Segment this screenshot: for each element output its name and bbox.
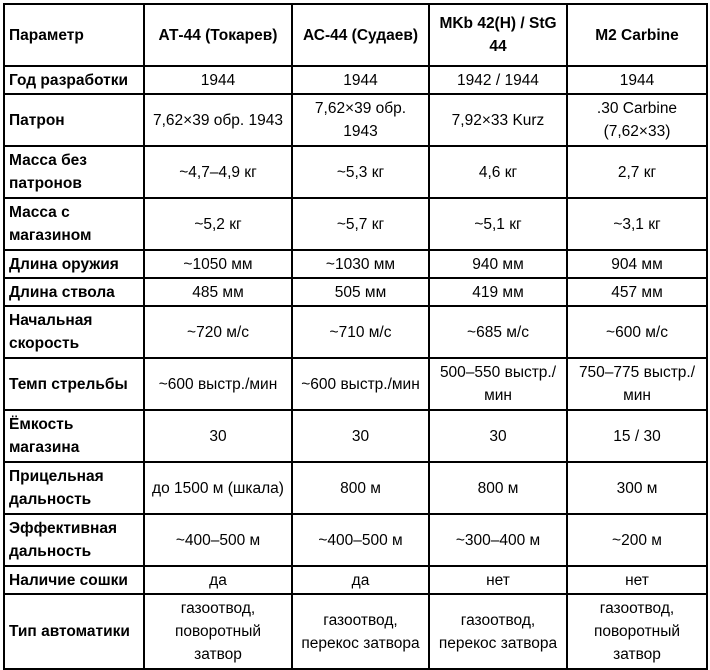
- header-mkb-42-stg-44: MKb 42(H) / StG 44: [429, 4, 567, 66]
- header-as-44: АС-44 (Судаев): [292, 4, 429, 66]
- cell-value: газоотвод, поворотный затвор: [144, 594, 292, 669]
- header-parameter: Параметр: [4, 4, 144, 66]
- header-m2-carbine: M2 Carbine: [567, 4, 707, 66]
- cell-value: 300 м: [567, 462, 707, 514]
- row-label: Длина оружия: [4, 250, 144, 278]
- cell-value: 1942 / 1944: [429, 66, 567, 94]
- header-row: [4, 4, 707, 66]
- cell-value: 2,7 кг: [567, 146, 707, 198]
- table-row: [4, 146, 707, 198]
- table-row: [4, 358, 707, 410]
- cell-value: ~1050 мм: [144, 250, 292, 278]
- table-row: [4, 594, 707, 669]
- row-label: Начальная скорость: [4, 306, 144, 358]
- cell-value: 904 мм: [567, 250, 707, 278]
- cell-value: ~1030 мм: [292, 250, 429, 278]
- cell-value: газоотвод, поворотный затвор: [567, 594, 707, 669]
- row-label: Масса без патронов: [4, 146, 144, 198]
- cell-value: 419 мм: [429, 278, 567, 306]
- table-row: [4, 410, 707, 462]
- cell-value: ~400–500 м: [144, 514, 292, 566]
- cell-value: ~200 м: [567, 514, 707, 566]
- cell-value: 500–550 выстр./мин: [429, 358, 567, 410]
- cell-value: 1944: [144, 66, 292, 94]
- cell-value: да: [144, 566, 292, 594]
- row-label: Тип автоматики: [4, 594, 144, 669]
- cell-value: ~600 выстр./мин: [292, 358, 429, 410]
- cell-value: ~5,1 кг: [429, 198, 567, 250]
- row-label: Год разработки: [4, 66, 144, 94]
- cell-value: ~600 выстр./мин: [144, 358, 292, 410]
- cell-value: 30: [292, 410, 429, 462]
- table-row: [4, 462, 707, 514]
- table-row: [4, 566, 707, 594]
- row-label: Прицельная дальность: [4, 462, 144, 514]
- cell-value: 457 мм: [567, 278, 707, 306]
- cell-value: 800 м: [429, 462, 567, 514]
- cell-value: .30 Carbine (7,62×33): [567, 94, 707, 146]
- table-row: [4, 250, 707, 278]
- table-row: [4, 278, 707, 306]
- cell-value: 7,62×39 обр. 1943: [144, 94, 292, 146]
- row-label: Длина ствола: [4, 278, 144, 306]
- cell-value: 1944: [567, 66, 707, 94]
- row-label: Масса с магазином: [4, 198, 144, 250]
- table-row: [4, 94, 707, 146]
- cell-value: 30: [429, 410, 567, 462]
- cell-value: ~400–500 м: [292, 514, 429, 566]
- row-label: Эффективная дальность: [4, 514, 144, 566]
- row-label: Ёмкость магазина: [4, 410, 144, 462]
- table-row: [4, 66, 707, 94]
- cell-value: ~5,3 кг: [292, 146, 429, 198]
- row-label: Патрон: [4, 94, 144, 146]
- cell-value: ~600 м/с: [567, 306, 707, 358]
- cell-value: ~3,1 кг: [567, 198, 707, 250]
- cell-value: 800 м: [292, 462, 429, 514]
- cell-value: ~685 м/с: [429, 306, 567, 358]
- cell-value: ~4,7–4,9 кг: [144, 146, 292, 198]
- cell-value: газоотвод, перекос затвора: [429, 594, 567, 669]
- cell-value: ~710 м/с: [292, 306, 429, 358]
- cell-value: ~5,7 кг: [292, 198, 429, 250]
- table-row: [4, 306, 707, 358]
- cell-value: 940 мм: [429, 250, 567, 278]
- cell-value: 505 мм: [292, 278, 429, 306]
- cell-value: 7,92×33 Kurz: [429, 94, 567, 146]
- cell-value: до 1500 м (шкала): [144, 462, 292, 514]
- table-row: [4, 198, 707, 250]
- cell-value: 4,6 кг: [429, 146, 567, 198]
- cell-value: ~5,2 кг: [144, 198, 292, 250]
- cell-value: 15 / 30: [567, 410, 707, 462]
- cell-value: ~300–400 м: [429, 514, 567, 566]
- header-at-44: АТ-44 (Токарев): [144, 4, 292, 66]
- cell-value: да: [292, 566, 429, 594]
- table-row: [4, 514, 707, 566]
- cell-value: нет: [429, 566, 567, 594]
- cell-value: 750–775 выстр./мин: [567, 358, 707, 410]
- cell-value: ~720 м/с: [144, 306, 292, 358]
- row-label: Наличие сошки: [4, 566, 144, 594]
- row-label: Темп стрельбы: [4, 358, 144, 410]
- cell-value: газоотвод, перекос затвора: [292, 594, 429, 669]
- cell-value: нет: [567, 566, 707, 594]
- cell-value: 1944: [292, 66, 429, 94]
- cell-value: 7,62×39 обр. 1943: [292, 94, 429, 146]
- comparison-table: [3, 3, 708, 670]
- cell-value: 485 мм: [144, 278, 292, 306]
- cell-value: 30: [144, 410, 292, 462]
